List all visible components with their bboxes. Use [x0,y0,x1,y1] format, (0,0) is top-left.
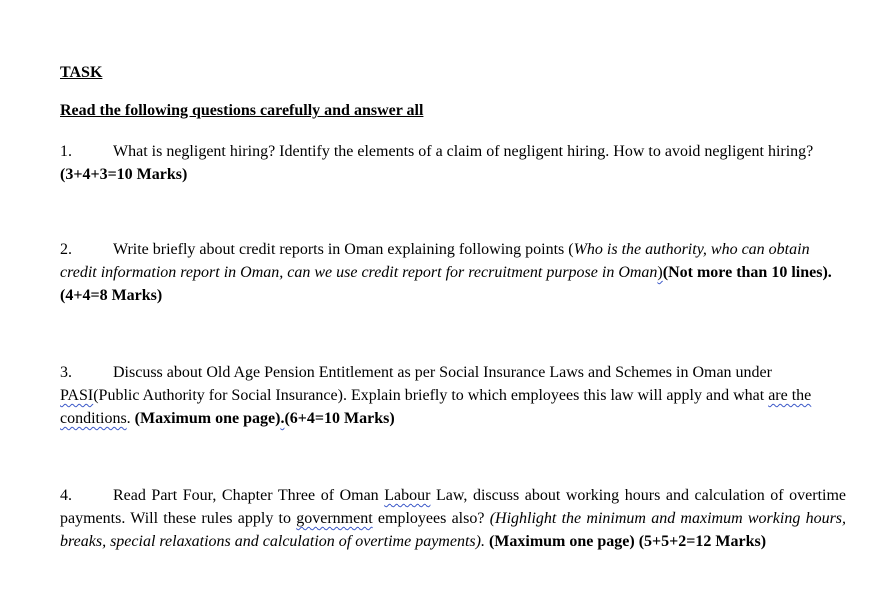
task-document [60,62,847,550]
conditions-term: are the conditions [60,387,812,427]
question-number: 3. [60,364,72,381]
question-marks: (3+4+3=10 Marks) [60,166,188,183]
pasi-term: PASI [60,387,94,404]
question-italic-points: (Highlight the minimum and maximum working hours, breaks, special relaxations and calculation of overtime payments [60,510,847,550]
question-marks: (Not more than 10 lines).(4+4=8 Marks) [60,264,832,304]
instruction-line: Read the following questions carefully and answer all [60,102,424,119]
question-marks-dot: . [280,410,285,427]
question-4 [60,484,846,553]
question-text: Write briefly about credit reports in Oman explaining following points ( [113,241,574,258]
question-text-a: Discuss about Old Age Pension Entitlement as per Social Insurance Laws and Schemes in Oman under [113,364,772,381]
question-text-c: employees also? [372,510,490,527]
question-marks-b: (6+4=10 Marks) [284,410,395,427]
task-heading: TASK [60,64,103,81]
labour-term: Labour [384,487,431,504]
question-italic-points: Who is the authority, who can obtain credit information report in Oman, can we use credit report for recruitment purpose in Oman [60,241,810,281]
question-close-paren: ) [657,264,663,281]
question-number: 2. [60,241,72,258]
question-text-c: . [126,410,135,427]
question-text: What is negligent hiring? Identify the elements of a claim of negligent hiring. How to avoid negligent hiring? [113,143,814,160]
question-italic-close: ). [475,533,485,550]
question-text-b: (Public Authority for Social Insurance). Explain briefly to which employees this law will apply and what [93,387,769,404]
question-marks: (Maximum one page) (5+5+2=12 Marks) [484,533,767,550]
question-text-b: Law, discuss about working hours and calculation of overtime payments. Will these rules apply to [60,487,847,527]
question-number: 1. [60,143,72,160]
question-2 [60,238,846,307]
question-text-a: Read Part Four, Chapter Three of Oman [113,487,385,504]
question-3 [60,361,846,430]
question-number: 4. [60,487,72,504]
question-marks-a: (Maximum one page) [134,410,281,427]
government-term: government [296,510,373,527]
question-1 [60,140,846,186]
